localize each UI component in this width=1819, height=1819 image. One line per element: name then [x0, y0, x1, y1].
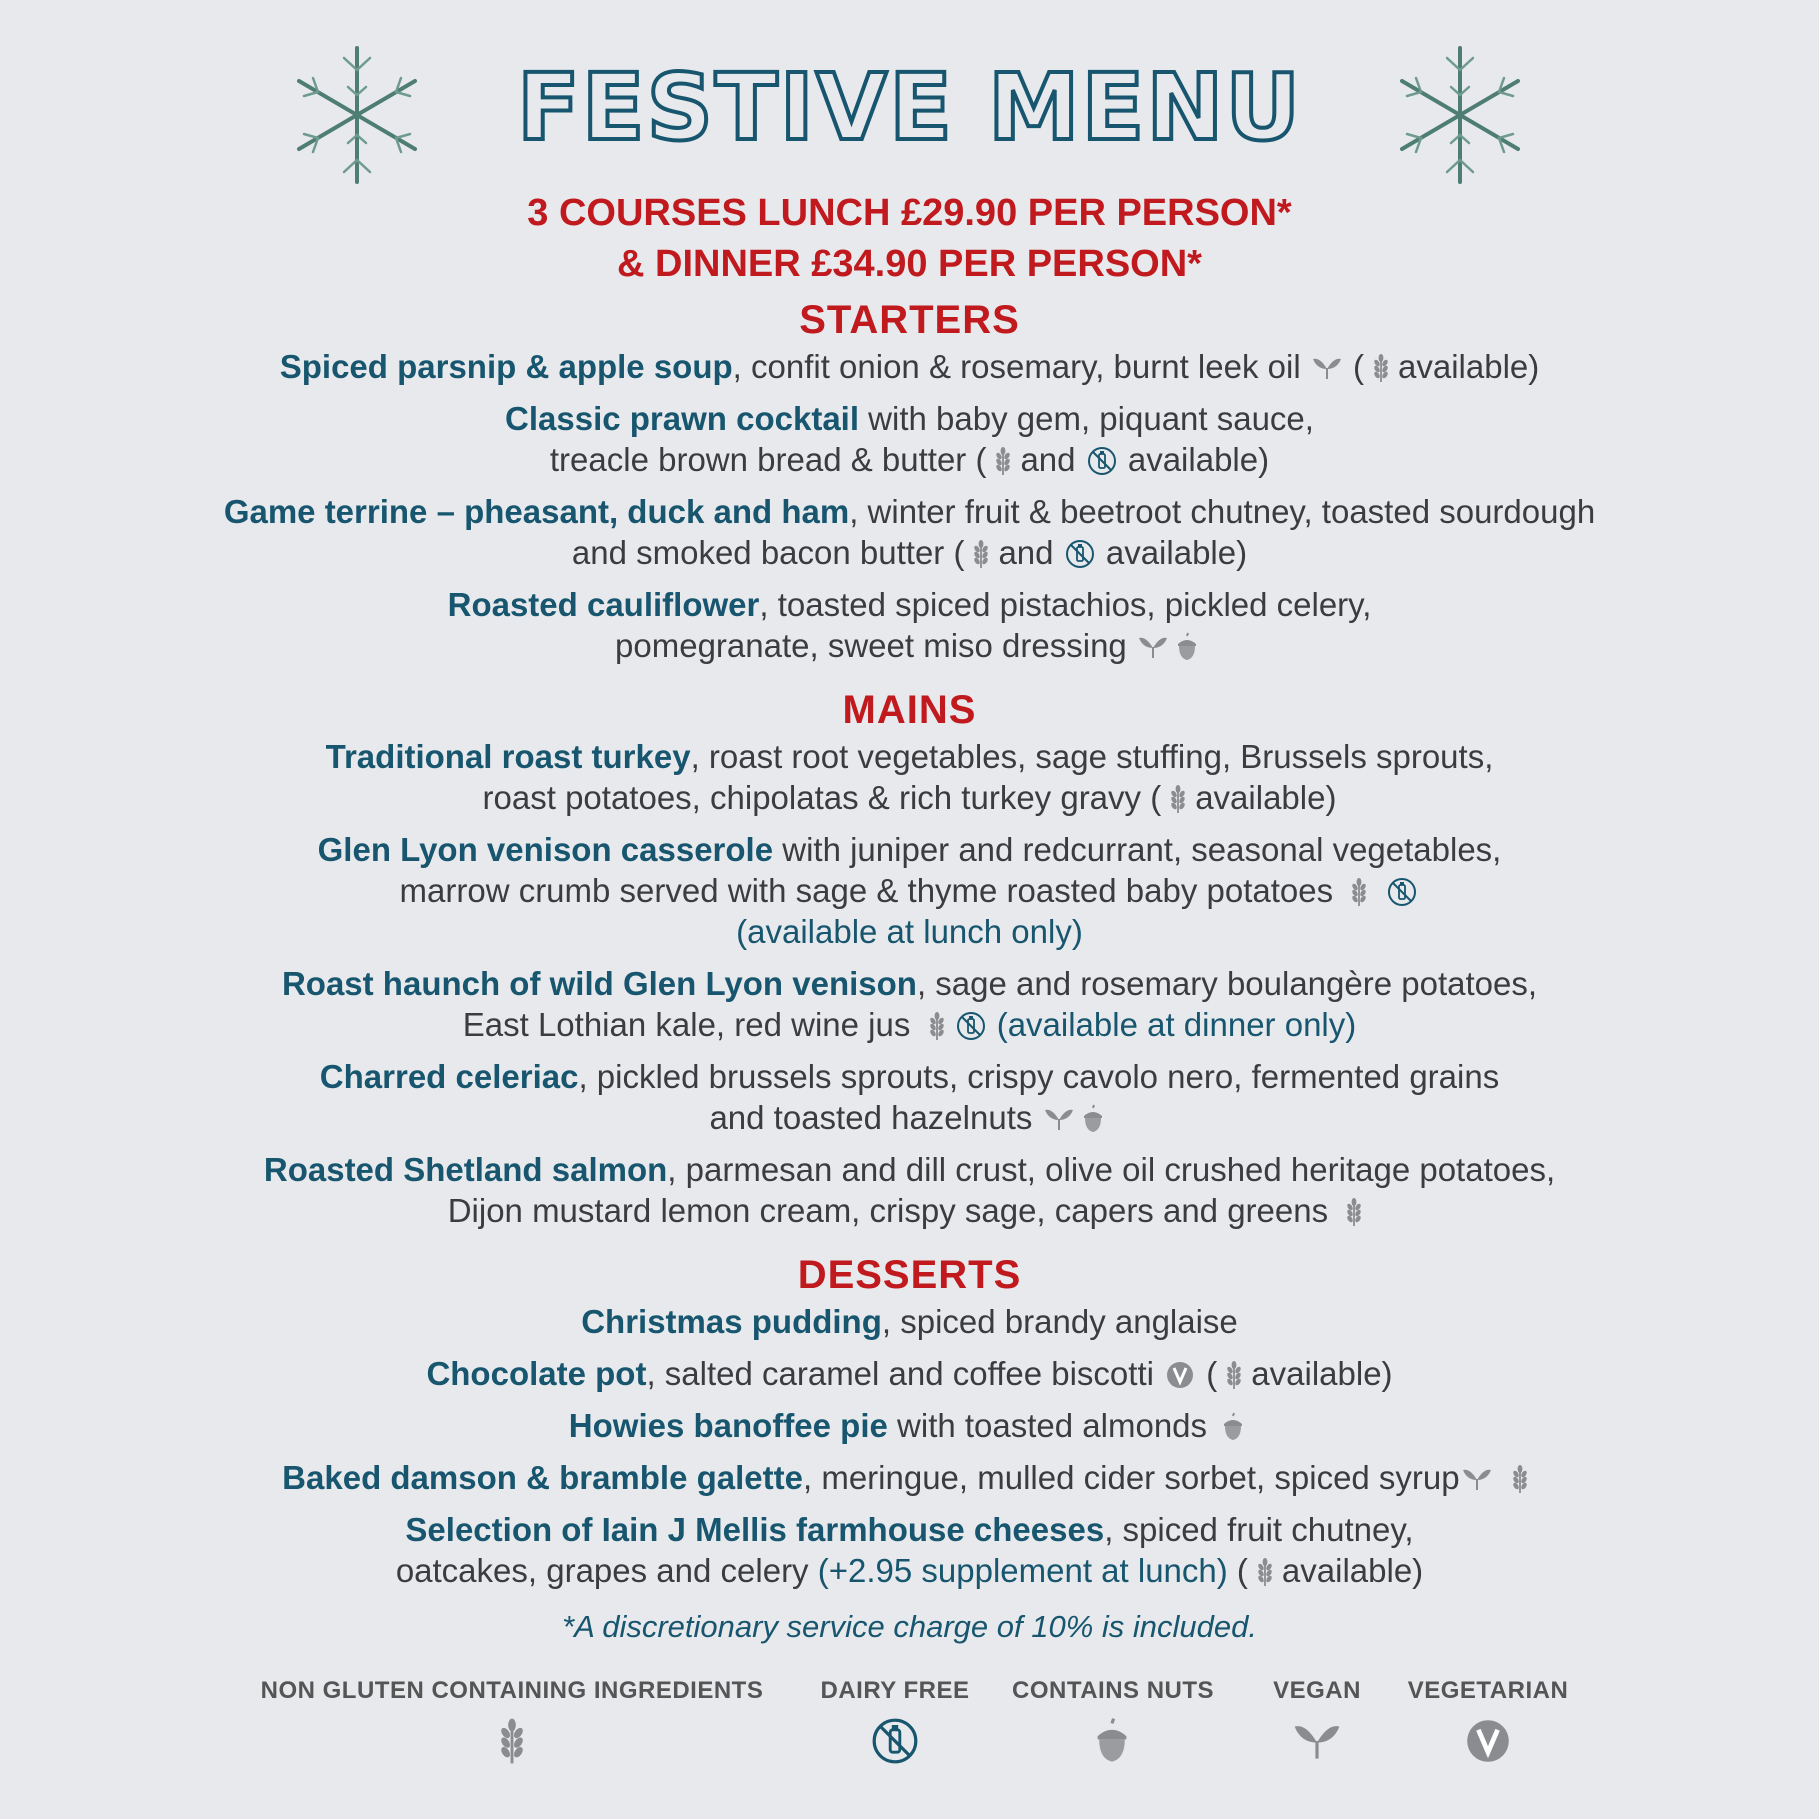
dish-description: with juniper and redcurrant, seasonal vegetables,	[773, 831, 1502, 868]
sprout-icon	[1293, 1717, 1341, 1765]
dish-name: Spiced parsnip & apple soup	[279, 348, 733, 385]
dairy-free-icon	[956, 1011, 986, 1041]
dish-description: , confit onion & rosemary, burnt leek oil	[732, 348, 1301, 385]
starters-section	[0, 294, 1819, 677]
sprout-icon	[1138, 632, 1168, 662]
starters-heading: STARTERS	[799, 298, 1020, 342]
dish-name: Charred celeriac	[319, 1058, 579, 1095]
wheat-icon	[988, 446, 1018, 476]
v-circle-icon	[1165, 1360, 1195, 1390]
dish-name: Roasted cauliflower	[447, 586, 760, 623]
dish-name: Glen Lyon venison casserole	[317, 831, 774, 868]
legend-item-gluten: NON GLUTEN CONTAINING INGREDIENTS	[242, 1677, 782, 1770]
wheat-icon	[1163, 784, 1193, 814]
menu-item: Charred celeriac, pickled brussels sprouts, crispy cavolo nero, fermented grains and toasted hazelnuts	[319, 1058, 1500, 1136]
wheat-icon	[1344, 877, 1374, 907]
legend-item-vegan: VEGAN	[1262, 1677, 1372, 1770]
dish-name: Roasted Shetland salmon	[263, 1151, 668, 1188]
dish-name: Howies banoffee pie	[568, 1407, 888, 1444]
dish-description: , salted caramel and coffee biscotti	[646, 1355, 1154, 1392]
wheat-icon	[966, 539, 996, 569]
menu-item: Selection of Iain J Mellis farmhouse cheeses, spiced fruit chutney, oatcakes, grapes and celery (+2.95 supplement at lunch) ( available)	[395, 1511, 1424, 1589]
mains-section	[0, 684, 1819, 1242]
dish-description: , sage and rosemary boulangère potatoes,	[916, 965, 1538, 1002]
dish-description: , roast root vegetables, sage stuffing, Brussels sprouts,	[690, 738, 1494, 775]
legend-item-dairy-free: DAIRY FREE	[810, 1677, 980, 1770]
acorn-icon	[1218, 1412, 1248, 1442]
sprout-icon	[1312, 353, 1342, 383]
dish-description: , spiced brandy anglaise	[881, 1303, 1238, 1340]
dish-description: , pickled brussels sprouts, crispy cavolo nero, fermented grains	[578, 1058, 1500, 1095]
dish-name: Baked damson & bramble galette	[282, 1459, 803, 1496]
dish-name: Selection of Iain J Mellis farmhouse cheeses	[405, 1511, 1105, 1548]
wheat-icon	[1219, 1360, 1249, 1390]
dish-name: Chocolate pot	[426, 1355, 647, 1392]
acorn-icon	[1088, 1717, 1136, 1765]
dish-name: Game terrine – pheasant, duck and ham	[223, 493, 850, 530]
dairy-free-icon	[1387, 877, 1417, 907]
dairy-free-icon	[1065, 539, 1095, 569]
availability-note: (available at lunch only)	[736, 913, 1083, 950]
dish-description: , toasted spiced pistachios, pickled celery,	[759, 586, 1372, 623]
legend-item-nuts: CONTAINS NUTS	[1012, 1677, 1212, 1770]
dish-description: , parmesan and dill crust, olive oil crushed heritage potatoes,	[667, 1151, 1556, 1188]
sprout-icon	[1044, 1104, 1074, 1134]
supplement-note: (+2.95 supplement at lunch)	[817, 1552, 1228, 1589]
menu-item: Roasted Shetland salmon, parmesan and dill crust, olive oil crushed heritage potatoes, Dijon mustard lemon cream, crispy sage, capers and greens	[263, 1151, 1556, 1229]
wheat-icon	[1339, 1197, 1369, 1227]
dish-name: Traditional roast turkey	[325, 738, 691, 775]
menu-item: Roasted cauliflower, toasted spiced pistachios, pickled celery, pomegranate, sweet miso dressing	[447, 586, 1372, 664]
menu-title: FESTIVE MENU	[516, 54, 1303, 161]
menu-item	[0, 1457, 1819, 1498]
availability-note: (available at dinner only)	[996, 1006, 1357, 1043]
menu-item: Traditional roast turkey, roast root vegetables, sage stuffing, Brussels sprouts, roast potatoes, chipolatas & rich turkey gravy ( available)	[325, 738, 1494, 816]
service-charge-footnote: *A discretionary service charge of 10% is included.	[562, 1609, 1257, 1644]
menu-item: Spiced parsnip & apple soup, confit onion & rosemary, burnt leek oil ( available)	[279, 348, 1540, 385]
dinner-price: & DINNER £34.90 PER PERSON*	[617, 243, 1202, 285]
lunch-price: 3 COURSES LUNCH £29.90 PER PERSON*	[527, 192, 1292, 234]
dish-name: Christmas pudding	[581, 1303, 882, 1340]
dish-description: with toasted almonds	[887, 1407, 1208, 1444]
legend-item-vegetarian: VEGETARIAN	[1398, 1677, 1578, 1770]
desserts-heading: DESSERTS	[797, 1253, 1022, 1297]
dish-description: , spiced fruit chutney,	[1104, 1511, 1414, 1548]
dish-description: , winter fruit & beetroot chutney, toasted sourdough	[849, 493, 1596, 530]
wheat-icon	[1250, 1557, 1280, 1587]
dish-description: , meringue, mulled cider sorbet, spiced syrup	[803, 1459, 1460, 1496]
acorn-icon	[1078, 1104, 1108, 1134]
desserts-section	[0, 1249, 1819, 1602]
wheat-icon	[1505, 1464, 1535, 1494]
v-circle-icon	[1464, 1717, 1512, 1765]
dish-description: with baby gem, piquant sauce,	[859, 400, 1314, 437]
menu-item	[0, 1301, 1819, 1342]
dish-name: Roast haunch of wild Glen Lyon venison	[281, 965, 917, 1002]
menu-item: Chocolate pot, salted caramel and coffee biscotti ( available)	[426, 1355, 1393, 1392]
acorn-icon	[1172, 632, 1202, 662]
mains-heading: MAINS	[842, 688, 977, 732]
price-info	[0, 188, 1819, 290]
menu-item: Glen Lyon venison casserole with juniper and redcurrant, seasonal vegetables, marrow crumb served with sage & thyme roasted baby potatoes (available at lunch only)	[317, 831, 1502, 950]
menu-item	[0, 1405, 1819, 1446]
menu-item: Classic prawn cocktail with baby gem, piquant sauce, treacle brown bread & butter ( and available)	[505, 400, 1314, 478]
dish-name: Classic prawn cocktail	[505, 400, 860, 437]
dairy-free-icon	[871, 1717, 919, 1765]
wheat-icon	[488, 1717, 536, 1765]
wheat-icon	[922, 1011, 952, 1041]
sprout-icon	[1462, 1464, 1492, 1494]
menu-item: Roast haunch of wild Glen Lyon venison, sage and rosemary boulangère potatoes, East Lothian kale, red wine jus (available at dinner only)	[281, 965, 1538, 1043]
wheat-icon	[1366, 353, 1396, 383]
dairy-free-icon	[1087, 446, 1117, 476]
menu-item: Game terrine – pheasant, duck and ham, winter fruit & beetroot chutney, toasted sourdough and smoked bacon butter ( and available)	[223, 493, 1596, 571]
